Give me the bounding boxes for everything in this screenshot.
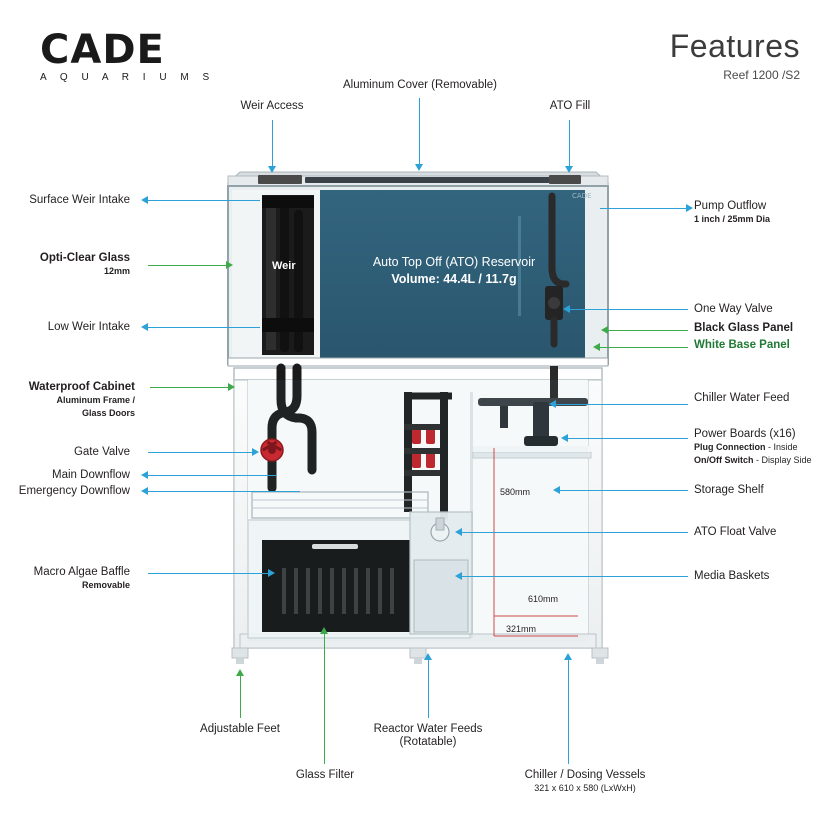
brand-subtitle: A Q U A R I U M S — [40, 72, 215, 83]
arrow-adjustable-feet — [236, 669, 244, 676]
label-ato-float-valve: ATO Float Valve — [694, 526, 777, 538]
arrow-opti-clear-glass — [226, 261, 233, 269]
ato-reservoir-label — [334, 255, 574, 286]
weir-label: Weir — [272, 260, 296, 272]
label-chiller-dosing-vessels: Chiller / Dosing Vessels 321 x 610 x 580 (LxWxH) — [524, 769, 646, 793]
ato-reservoir-line1: Auto Top Off (ATO) Reservoir — [372, 255, 536, 269]
arrow-low-weir-intake — [141, 323, 148, 331]
arrow-waterproof-cabinet — [228, 383, 235, 391]
arrow-aluminum-cover — [415, 164, 423, 171]
label-ato-fill: ATO Fill — [549, 100, 591, 112]
leader-low-weir-intake — [148, 327, 260, 328]
ato-reservoir-line2: Volume: 44.4L / 11.7g — [391, 272, 517, 286]
arrow-glass-filter — [320, 627, 328, 634]
arrow-one-way-valve — [563, 305, 570, 313]
label-chiller-water-feed: Chiller Water Feed — [694, 392, 790, 404]
arrow-media-baskets — [455, 572, 462, 580]
label-opti-clear-glass: Opti-Clear Glass 12mm — [39, 252, 130, 276]
arrow-ato-fill — [565, 166, 573, 173]
page-subtitle: Reef 1200 /S2 — [723, 68, 800, 82]
svg-text:CADE: CADE — [572, 192, 592, 200]
arrow-macro-algae-baffle — [268, 569, 275, 577]
label-white-base-panel: White Base Panel — [694, 339, 790, 351]
label-storage-shelf: Storage Shelf — [694, 484, 764, 496]
leader-main-downflow — [148, 475, 276, 476]
arrow-storage-shelf — [553, 486, 560, 494]
leader-chiller-dosing-vessels — [568, 660, 569, 764]
leader-ato-fill — [569, 120, 570, 168]
leader-storage-shelf — [560, 490, 688, 491]
dimension-height: 580mm — [500, 487, 531, 497]
leader-gate-valve — [148, 452, 254, 453]
arrow-emergency-downflow — [141, 487, 148, 495]
arrow-pump-outflow — [686, 204, 693, 212]
arrow-power-boards — [561, 434, 568, 442]
arrow-surface-weir-intake — [141, 196, 148, 204]
label-main-downflow: Main Downflow — [52, 469, 130, 481]
arrow-gate-valve — [252, 448, 259, 456]
label-macro-algae-baffle: Macro Algae Baffle Removable — [33, 566, 130, 590]
arrow-white-base-panel — [593, 343, 600, 351]
label-power-boards: Power Boards (x16) Plug Connection - Inside On/Off Switch - Display Side — [694, 428, 812, 465]
dimension-depth: 321mm — [506, 624, 537, 634]
label-aluminum-cover: Aluminum Cover (Removable) — [342, 79, 498, 91]
leader-power-boards — [568, 438, 688, 439]
label-media-baskets: Media Baskets — [694, 570, 770, 582]
leader-pump-outflow — [600, 208, 688, 209]
label-pump-outflow: Pump Outflow 1 inch / 25mm Dia — [694, 200, 771, 224]
leader-opti-clear-glass — [148, 265, 230, 266]
label-gate-valve: Gate Valve — [73, 446, 130, 458]
label-black-glass-panel: Black Glass Panel — [694, 322, 794, 334]
leader-weir-access — [272, 120, 273, 168]
label-weir-access: Weir Access — [240, 100, 304, 112]
label-emergency-downflow: Emergency Downflow — [18, 485, 130, 497]
label-surface-weir-intake: Surface Weir Intake — [29, 194, 130, 206]
brand-name: CADE — [40, 27, 165, 73]
leader-glass-filter — [324, 634, 325, 764]
label-glass-filter: Glass Filter — [295, 769, 355, 781]
leader-ato-float-valve — [462, 532, 688, 533]
leader-chiller-water-feed — [556, 404, 688, 405]
leader-white-base-panel — [600, 347, 688, 348]
label-one-way-valve: One Way Valve — [694, 303, 773, 315]
leader-aluminum-cover — [419, 98, 420, 166]
leader-emergency-downflow — [148, 491, 300, 492]
arrow-reactor-water-feeds — [424, 653, 432, 660]
label-waterproof-cabinet: Waterproof Cabinet Aluminum Frame / Glass Doors — [28, 381, 135, 418]
label-reactor-water-feeds: Reactor Water Feeds (Rotatable) — [373, 723, 483, 748]
label-low-weir-intake: Low Weir Intake — [47, 321, 130, 333]
arrow-weir-access — [268, 166, 276, 173]
leader-waterproof-cabinet — [150, 387, 232, 388]
arrow-main-downflow — [141, 471, 148, 479]
leader-media-baskets — [462, 576, 688, 577]
leader-black-glass-panel — [608, 330, 688, 331]
leader-surface-weir-intake — [148, 200, 260, 201]
arrow-chiller-water-feed — [549, 400, 556, 408]
arrow-chiller-dosing-vessels — [564, 653, 572, 660]
dimension-width: 610mm — [528, 594, 559, 604]
leader-macro-algae-baffle — [148, 573, 270, 574]
label-adjustable-feet: Adjustable Feet — [200, 723, 280, 735]
arrow-ato-float-valve — [455, 528, 462, 536]
leader-one-way-valve — [570, 309, 688, 310]
leader-reactor-water-feeds — [428, 660, 429, 718]
arrow-black-glass-panel — [601, 326, 608, 334]
leader-adjustable-feet — [240, 676, 241, 718]
page-title: Features — [669, 28, 800, 64]
